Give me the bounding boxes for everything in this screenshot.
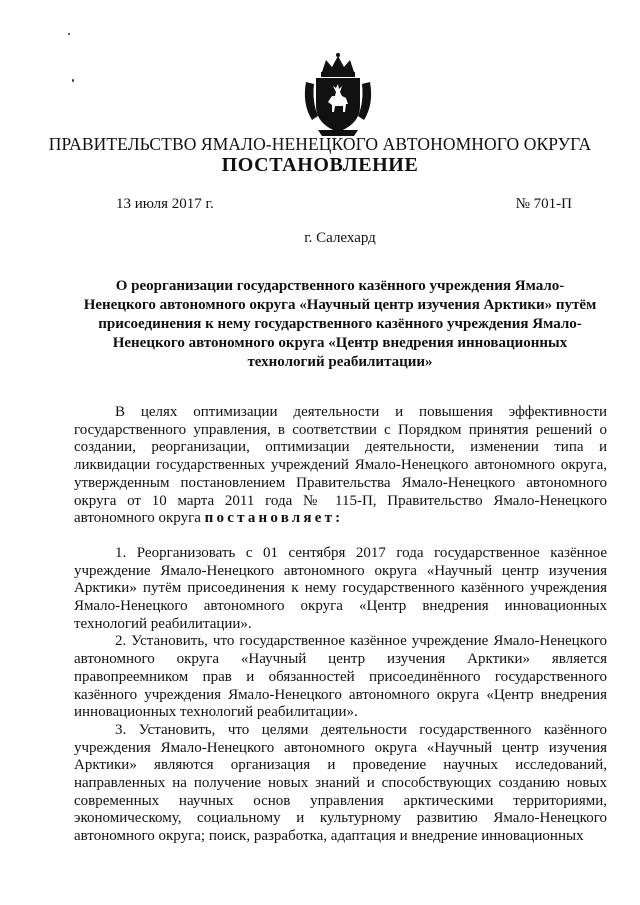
- document-body: [74, 404, 607, 846]
- preamble-paragraph: [74, 404, 607, 528]
- scan-speck: [68, 33, 70, 35]
- document-title: О реорганизации государственного казённого учреждения Ямало-Ненецкого автономного округа «Научный центр изучения Арктики» путём присоединения к нему государственного казённого учреждения Ямало-Ненецкого автономного округа «Центр внедрения инновационных технологий реабилитации»: [83, 278, 597, 370]
- resolves-word: постановляет:: [204, 510, 344, 527]
- item-paragraph-2: 2. Установить, что государственное казённое учреждение Ямало-Ненецкого автономного округа «Научный центр изучения Арктики» является правопреемником прав и обязанностей присоединённого государственного казённого учреждения Ямало-Ненецкого автономного округа «Центр внедрения инновационных технологий реабилитации».: [74, 633, 607, 721]
- issuer-name: ПРАВИТЕЛЬСТВО ЯМАЛО-НЕНЕЦКОГО АВТОНОМНОГО ОКРУГА: [48, 134, 592, 154]
- scan-speck: [72, 79, 74, 82]
- document-date: 13 июля 2017 г.: [116, 196, 214, 212]
- document-number: № 701-П: [515, 196, 572, 212]
- document-type: ПОСТАНОВЛЕНИЕ: [221, 154, 419, 176]
- item-paragraph-1: 1. Реорганизовать с 01 сентября 2017 года государственное казённое учреждение Ямало-Ненецкого автономного округа «Научный центр изучения Арктики» путём присоединения к нему государственного казённого учреждения Ямало-Ненецкого автономного округа «Центр внедрения инновационных технологий реабилитации».: [74, 544, 607, 632]
- issue-city: г. Салехард: [304, 230, 376, 246]
- item-paragraph-3: 3. Установить, что целями деятельности государственного казённого учреждения Ямало-Ненецкого автономного округа «Научный центр изучения Арктики» являются организация и проведение научных исследований, направленных на получение новых знаний и способствующих созданию новых современных научных основ управления арктическими территориями, экономическому, социальному и культурному развитию Ямало-Ненецкого автономного округа; поиск, разработка, адаптация и внедрение инновационных: [74, 721, 607, 845]
- preamble-text: В целях оптимизации деятельности и повышения эффективности государственного управления, в соответствии с Порядком принятия решений о создании, реорганизации, оптимизации деятельности, изменении типа и ликвидации государственных учреждений Ямало-Ненецкого автономного округа, утвержденным постановлением Правительства Ямало-Ненецкого автономного округа от 10 марта 2011 года № 115-П, Правительство Ямало-Ненецкого автономного округа: [74, 404, 607, 527]
- coat-of-arms-emblem: [302, 52, 374, 138]
